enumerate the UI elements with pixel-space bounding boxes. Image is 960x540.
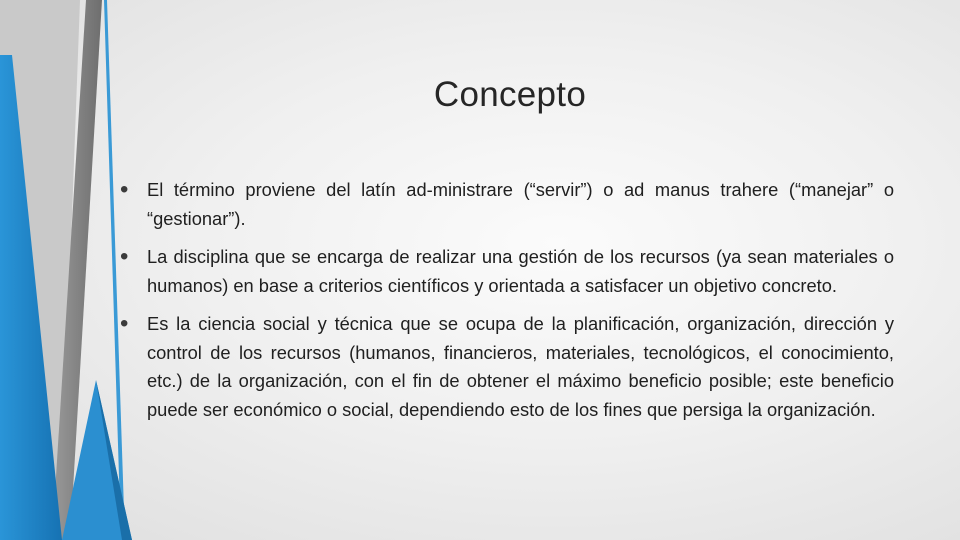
slide-title: Concepto — [433, 75, 587, 114]
bullet-dot-icon: • — [120, 243, 129, 270]
bullet-list — [120, 176, 894, 434]
bullet-item — [120, 243, 894, 300]
bullet-dot-icon: • — [120, 176, 129, 203]
bullet-dot-icon: • — [120, 310, 129, 337]
bullet-item — [120, 176, 894, 233]
bullet-item — [120, 310, 894, 424]
bullet-text: La disciplina que se encarga de realizar una gestión de los recursos (ya sean materiales o humanos) en base a criterios científicos y orientada a satisfacer un objetivo concreto. — [147, 246, 894, 296]
bullet-text: El término proviene del latín ad-ministrare (“servir”) o ad manus trahere (“manejar” o “gestionar”). — [147, 179, 894, 229]
bullet-text: Es la ciencia social y técnica que se ocupa de la planificación, organización, dirección y control de los recursos (humanos, financieros, materiales, tecnológicos, el conocimiento, etc.) de la organización, con el fin de obtener el máximo beneficio posible; este beneficio puede ser económico o social, dependiendo esto de los fines que persiga la organización. — [147, 313, 894, 420]
